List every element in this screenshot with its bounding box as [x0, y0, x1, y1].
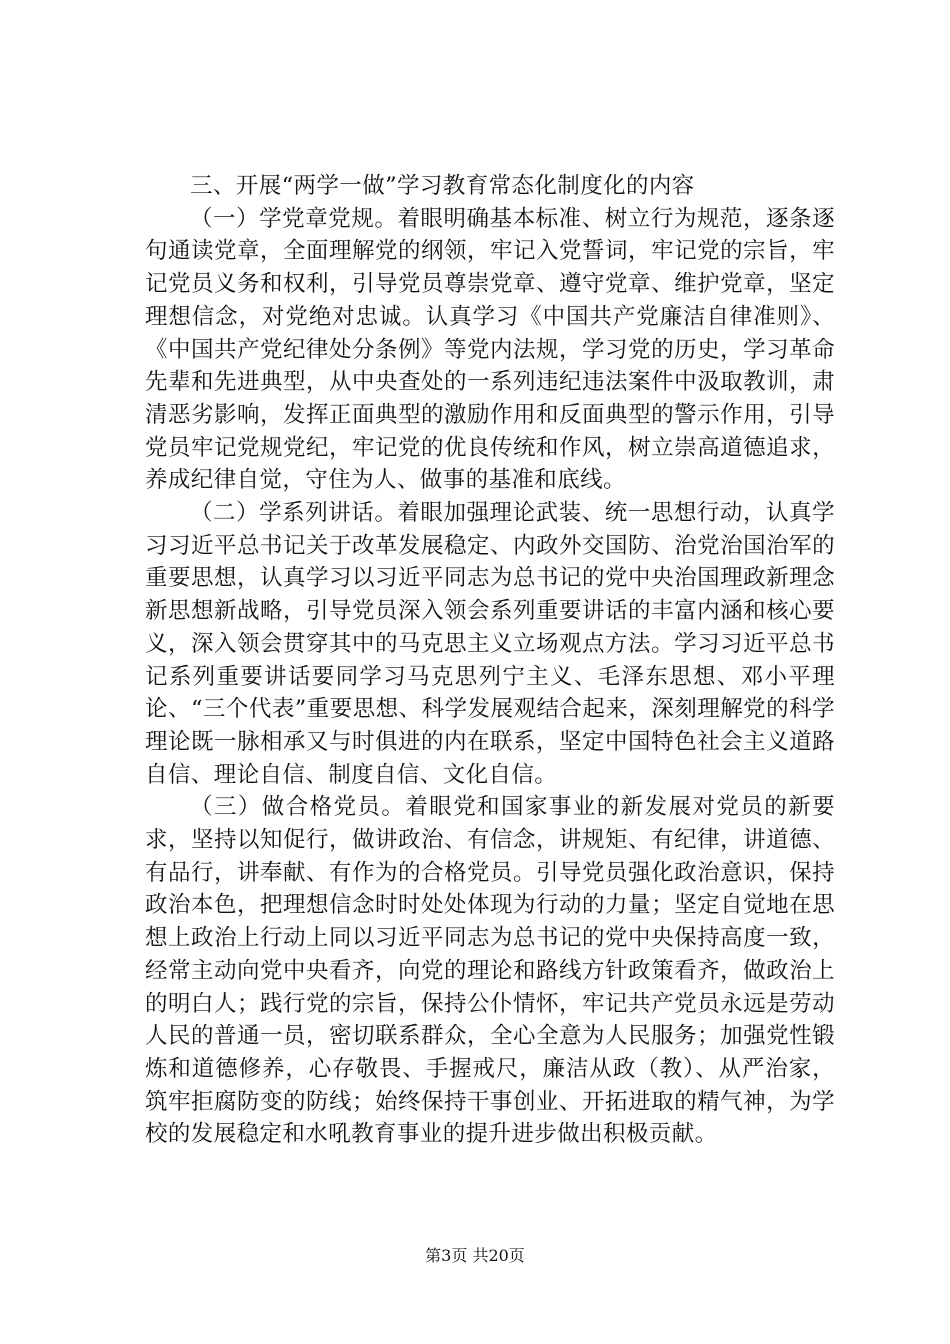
page-footer: 第3页 共20页	[425, 1246, 525, 1265]
paragraph-study-charter: （一）学党章党规。着眼明确基本标准、树立行为规范，逐条逐句通读党章，全面理解党的纲领，牢记入党誓词，牢记党的宗旨，牢记党员义务和权利，引导党员尊崇党章、遵守党章、维护党章，坚定理想信念，对党绝对忠诚。认真学习《中国共产党廉洁自律准则》、《中国共产党纪律处分条例》等党内法规，学习党的历史，学习革命先辈和先进典型，从中央查处的一系列违纪违法案件中汲取教训，肃清恶劣影响，发挥正面典型的激励作用和反面典型的警示作用，引导党员牢记党规党纪，牢记党的优良传统和作风，树立崇高道德追求，养成纪律自觉，守住为人、做事的基准和底线。	[145, 205, 835, 494]
document-body	[145, 170, 835, 1151]
section-heading: 三、开展“两学一做”学习教育常态化制度化的内容	[190, 173, 695, 199]
paragraph-study-speeches: （二）学系列讲话。着眼加强理论武装、统一思想行动，认真学习习近平总书记关于改革发展稳定、内政外交国防、治党治国治军的重要思想，认真学习以习近平同志为总书记的党中央治国理政新理念新思想新战略，引导党员深入领会系列重要讲话的丰富内涵和核心要义，深入领会贯穿其中的马克思主义立场观点方法。学习习近平总书记系列重要讲话要同学习马克思列宁主义、毛泽东思想、邓小平理论、“三个代表”重要思想、科学发展观结合起来，深刻理解党的科学理论既一脉相承又与时俱进的内在联系，坚定中国特色社会主义道路自信、理论自信、制度自信、文化自信。	[145, 500, 835, 788]
paragraph-qualified-member: （三）做合格党员。着眼党和国家事业的新发展对党员的新要求，坚持以知促行，做讲政治、有信念，讲规矩、有纪律，讲道德、有品行，讲奉献、有作为的合格党员。引导党员强化政治意识，保持政治本色，把理想信念时时处处体现为行动的力量；坚定自觉地在思想上政治上行动上同以习近平同志为总书记的党中央保持高度一致，经常主动向党中央看齐，向党的理论和路线方针政策看齐，做政治上的明白人；践行党的宗旨，保持公仆情怀，牢记共产党员永远是劳动人民的普通一员，密切联系群众，全心全意为人民服务；加强党性锻炼和道德修养，心存敬畏、手握戒尺，廉洁从政（教）、从严治家，筑牢拒腐防变的防线；始终保持干事创业、开拓进取的精气神，为学校的发展稳定和水吼教育事业的提升进步做出积极贡献。	[145, 794, 835, 1148]
